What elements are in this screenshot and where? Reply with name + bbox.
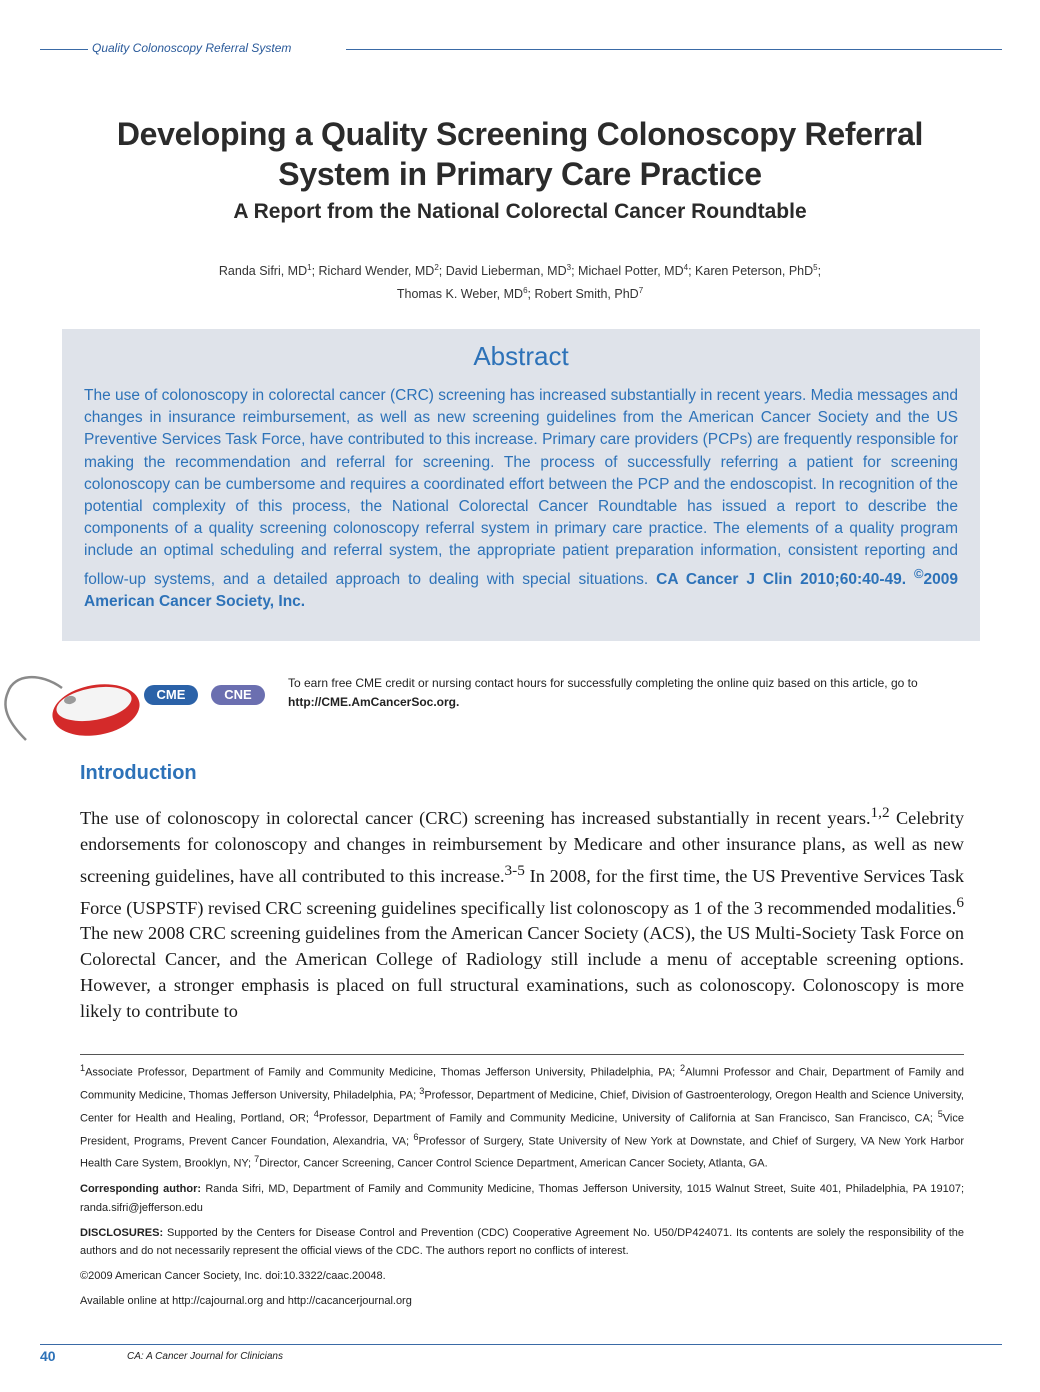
- abstract-citation: CA Cancer J Clin 2010;60:40-49.: [656, 570, 907, 588]
- abstract-text: [84, 385, 958, 613]
- computer-mouse-icon: [0, 666, 150, 756]
- author-separator: ;: [571, 264, 579, 279]
- corresponding-author-text: Randa Sifri, MD, Department of Family and Community Medicine, Thomas Jefferson University, 1015 Walnut Street, Suite 401, Philadelphia, PA 19107; randa.sifri@jefferson.edu: [80, 1183, 964, 1214]
- affiliation-text: Professor of Surgery, State University of New York at Downstate, and Chief of Surgery, VA New York Harbor Health Care System, Brooklyn, NY;: [80, 1135, 965, 1171]
- title-line-1: Developing a Quality Screening Colonoscopy Referral: [116, 116, 924, 152]
- abstract-heading: Abstract: [473, 341, 569, 371]
- author-affiliation-sup: 5: [813, 263, 818, 272]
- body-text-run: The new 2008 CRC screening guidelines from the American Cancer Society (ACS), the US Multi-Society Task Force on Colorectal Cancer, and the American College of Radiology still include a menu of acceptable screening options. However, a stronger emphasis is placed on full structural examinations, such as colonoscopy. Colonoscopy is more likely to contribute to: [80, 923, 964, 1021]
- author-separator: ;: [438, 264, 446, 279]
- section-heading-introduction: Introduction: [80, 762, 197, 784]
- author-line-2: [120, 281, 920, 304]
- body-text-run: The use of colonoscopy in colorectal cancer (CRC) screening has increased substantially in recent years.: [80, 808, 871, 829]
- disclosures-label: DISCLOSURES:: [80, 1226, 164, 1239]
- affiliation-sup: 6: [413, 1131, 419, 1142]
- author-affiliation-sup: 6: [523, 286, 528, 296]
- cne-badge[interactable]: CNE: [211, 685, 265, 705]
- cme-link[interactable]: http://CME.AmCancerSoc.org.: [288, 695, 460, 709]
- author-name: Thomas K. Weber, MD: [396, 287, 524, 302]
- affiliation-text: Vice President, Programs, Prevent Cancer Foundation, Alexandria, VA;: [80, 1112, 964, 1148]
- corresponding-author: [80, 1180, 964, 1216]
- cme-notice: [288, 674, 978, 712]
- author-name: Michael Potter, MD: [578, 264, 684, 279]
- footnote-divider: [80, 1054, 964, 1055]
- abstract-body: The use of colonoscopy in colorectal cancer (CRC) screening has increased substantially in recent years. Media messages and changes in insurance reimbursement, as well as new screening guidelines from the American Cancer Society and the US Preventive Services Task Force, have contributed to this increase. Primary care providers (PCPs) are frequently responsible for making the recommendation and referral for screening. The process of successfully referring a patient for screening colonoscopy can be cumbersome and requires a coordinated effort between the PCP and the endoscopist. In recognition of the potential complexity of this process, the National Colorectal Cancer Roundtable has issued a report to describe the components of a quality screening colonoscopy referral system in primary care practice. The elements of a quality program include an optimal scheduling and referral system, the appropriate patient preparation information, consistent reporting and follow-up systems, and a detailed approach to dealing with special situations.: [84, 387, 958, 588]
- affiliation-text: Professor, Department of Medicine, Chief, Division of Gastroenterology, Oregon Health and Science University, Center for Health and Healing, Portland, OR;: [80, 1089, 964, 1125]
- running-head-rule-left: [40, 49, 88, 50]
- affiliation-text: Alumni Professor and Chair, Department of Family and Community Medicine, Thomas Jefferson University, Philadelphia, PA;: [80, 1066, 965, 1102]
- title-line-2: System in Primary Care Practice: [278, 156, 762, 192]
- running-head-rule-right: [346, 49, 1002, 50]
- running-head-label: Quality Colonoscopy Referral System: [92, 41, 292, 55]
- page-number: 40: [40, 1348, 56, 1364]
- author-separator: ;: [527, 287, 535, 302]
- affiliation-text: Professor, Department of Family and Community Medicine, University of California at San Francisco, San Francisco, CA;: [318, 1112, 938, 1125]
- cme-notice-text: To earn free CME credit or nursing contact hours for successfully completing the online quiz based on this article, go to: [288, 676, 918, 690]
- affiliation-sup: 1: [80, 1063, 86, 1073]
- author-affiliation-sup: 1: [307, 263, 312, 272]
- author-separator: ;: [688, 264, 696, 279]
- affiliations-footnote: [80, 1059, 964, 1173]
- footer-rule: [40, 1344, 1002, 1345]
- author-affiliation-sup: 7: [638, 286, 644, 296]
- corresponding-author-label: Corresponding author:: [80, 1183, 202, 1196]
- affiliation-sup: 4: [313, 1108, 319, 1119]
- author-name: David Lieberman, MD: [445, 264, 567, 279]
- author-name: Richard Wender, MD: [318, 264, 435, 279]
- affiliation-sup: 5: [937, 1108, 943, 1119]
- copyright-symbol: ©: [914, 565, 924, 581]
- journal-name: CA: A Cancer Journal for Clinicians: [127, 1351, 283, 1362]
- abstract-box: [62, 329, 980, 641]
- affiliation-text: Associate Professor, Department of Family and Community Medicine, Thomas Jefferson University, Philadelphia, PA;: [85, 1066, 681, 1079]
- article-subtitle: A Report from the National Colorectal Cancer Roundtable: [233, 200, 807, 223]
- cme-badge[interactable]: CME: [144, 685, 198, 705]
- author-name: Randa Sifri, MD: [218, 264, 308, 279]
- article-title: [70, 114, 970, 194]
- author-line-1: [120, 258, 920, 281]
- citation-ref: 1,2: [870, 804, 890, 821]
- citation-ref: 3-5: [504, 861, 525, 879]
- affiliation-sup: 3: [419, 1085, 425, 1096]
- available-online: Available online at http://cajournal.org and http://cacancerjournal.org: [80, 1295, 412, 1308]
- author-name: Karen Peterson, PhD: [695, 264, 814, 279]
- author-list: [120, 258, 920, 304]
- author-affiliation-sup: 2: [434, 263, 439, 272]
- author-separator: ;: [817, 264, 822, 279]
- introduction-body: [80, 800, 964, 1025]
- body-text-run: In 2008, for the first time, the US Preventive Services Task Force (USPSTF) revised CRC screening guidelines specifically list colonoscopy as 1 of the 3 recommended modalities.: [80, 865, 964, 918]
- disclosures-text: Supported by the Centers for Disease Control and Prevention (CDC) Cooperative Agreement No. U50/DP424071. Its contents are solely the responsibility of the authors and do not necessarily represent the official views of the CDC. The authors report no conflicts of interest.: [80, 1226, 964, 1257]
- affiliation-text: Director, Cancer Screening, Cancer Control Science Department, American Cancer Society, Atlanta, GA.: [259, 1158, 768, 1171]
- author-separator: ;: [311, 264, 319, 279]
- author-affiliation-sup: 3: [566, 263, 572, 272]
- footnotes: [80, 1059, 964, 1318]
- body-text-run: Celebrity endorsements for colonoscopy and changes in reimbursement by Medicare and other insurance plans, as well as new screening guidelines, have all contributed to this increase.: [80, 808, 964, 886]
- author-affiliation-sup: 4: [683, 263, 689, 272]
- copyright-line: ©2009 American Cancer Society, Inc. doi:10.3322/caac.20048.: [80, 1270, 386, 1283]
- affiliation-sup: 7: [254, 1154, 260, 1165]
- citation-ref: 6: [956, 893, 964, 911]
- disclosures: [80, 1224, 964, 1260]
- abstract-copyright-text: 2009 American Cancer Society, Inc.: [84, 570, 959, 610]
- running-head: [40, 40, 1002, 60]
- author-name: Robert Smith, PhD: [534, 287, 639, 302]
- affiliation-sup: 2: [680, 1063, 686, 1073]
